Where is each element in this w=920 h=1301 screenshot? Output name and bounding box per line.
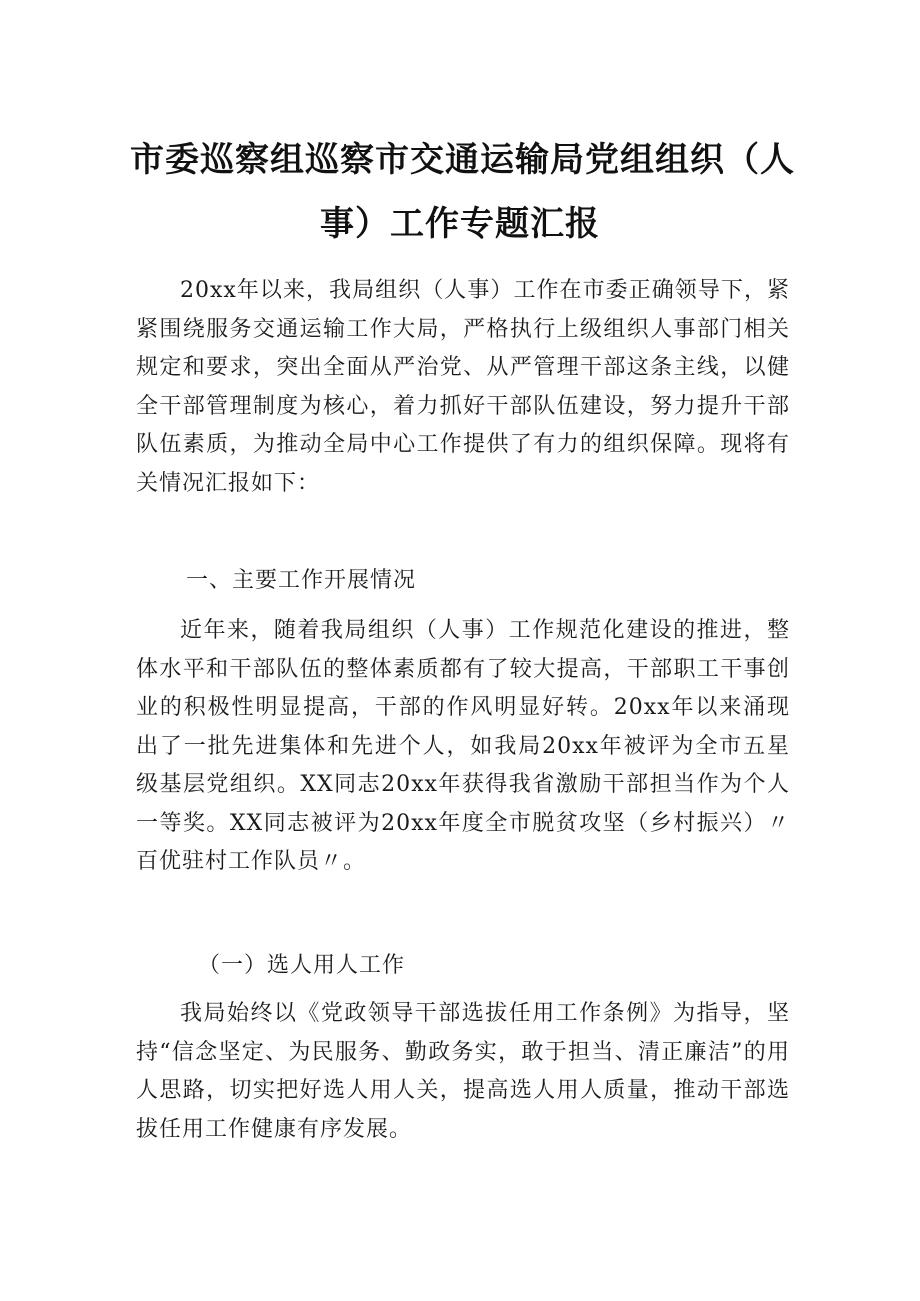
intro-paragraph: 20xx年以来，我局组织（人事）工作在市委正确领导下，紧紧围绕服务交通运输工作大局，严格执行上级组织人事部门相关规定和要求，突出全面从严治党、从严管理干部这条主线，以健全干部管理制度为核心，着力抓好干部队伍建设，努力提升干部队伍素质，为推动全局中心工作提供了有力的组织保障。现将有关情况汇报如下： [136, 278, 790, 496]
subsection-heading: （一）选人用人工作 [198, 953, 406, 978]
document-title-line-1: 市委巡察组巡察市交通运输局党组组织（人 [130, 140, 795, 180]
document-title-line-2: 事）工作专题汇报 [320, 204, 600, 244]
overview-paragraph: 近年来，随着我局组织（人事）工作规范化建设的推进，整体水平和干部队伍的整体素质都有了较大提高，干部职工干事创业的积极性明显提高，干部的作风明显好转。20xx年以来涌现出了一批先进集体和先进个人，如我局20xx年被评为全市五星级基层党组织。XX同志20xx年获得我省激励干部担当作为个人一等奖。XX同志被评为20xx年度全市脱贫攻坚（乡村振兴）〃百优驻村工作队员〃。 [136, 618, 790, 874]
selection-paragraph: 我局始终以《党政领导干部选拔任用工作条例》为指导，坚持“信念坚定、为民服务、勤政务实，敢于担当、清正廉洁”的用人思路，切实把好选人用人关，提高选人用人质量，推动干部选拔任用工作健康有序发展。 [136, 1001, 790, 1142]
section-heading: 一、主要工作开展情况 [186, 568, 417, 593]
